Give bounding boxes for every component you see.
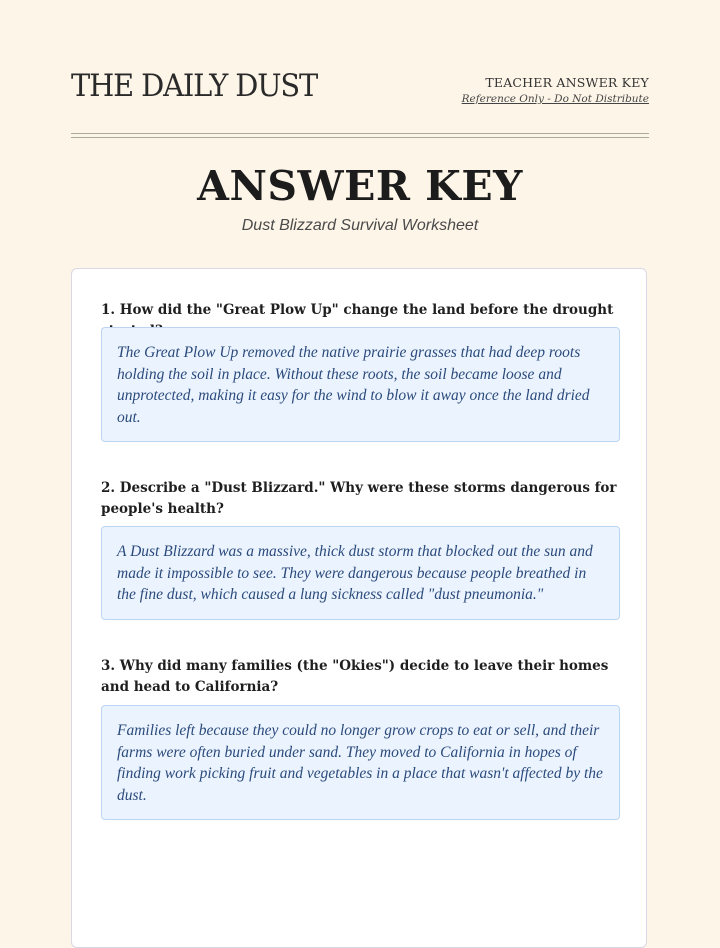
answer-1: The Great Plow Up removed the native prairie grasses that had deep roots holding the soil in place. Without these roots, the soil became loose and unprotected, making it easy for the wind to blow it away once the land dried out. xyxy=(101,327,620,442)
newspaper-title: THE DAILY DUST xyxy=(71,68,318,104)
question-3: 3. Why did many families (the "Okies") decide to leave their homes and head to California? xyxy=(101,658,609,695)
teacher-key-label: TEACHER ANSWER KEY xyxy=(485,75,649,90)
distribution-note: Reference Only - Do Not Distribute xyxy=(461,93,649,105)
answer-3: Families left because they could no longer grow crops to eat or sell, and their farms were often buried under sand. They moved to California in hopes of finding work picking fruit and vegetables in a place that wasn't affected by the dust. xyxy=(101,705,620,820)
worksheet-subtitle: Dust Blizzard Survival Worksheet xyxy=(241,217,479,234)
page-title: ANSWER KEY xyxy=(197,162,523,210)
header-divider-top xyxy=(71,133,649,134)
question-2: 2. Describe a "Dust Blizzard." Why were these storms dangerous for people's health? xyxy=(101,480,617,517)
answer-card xyxy=(71,268,647,948)
masthead xyxy=(71,68,649,118)
answer-2: A Dust Blizzard was a massive, thick dust storm that blocked out the sun and made it impossible to see. They were dangerous because people breathed in the fine dust, which caused a lung sickness called "dust pneumonia." xyxy=(101,526,620,620)
question-1: 1. How did the "Great Plow Up" change the land before the drought xyxy=(101,302,614,318)
header-divider-bottom xyxy=(71,137,649,138)
